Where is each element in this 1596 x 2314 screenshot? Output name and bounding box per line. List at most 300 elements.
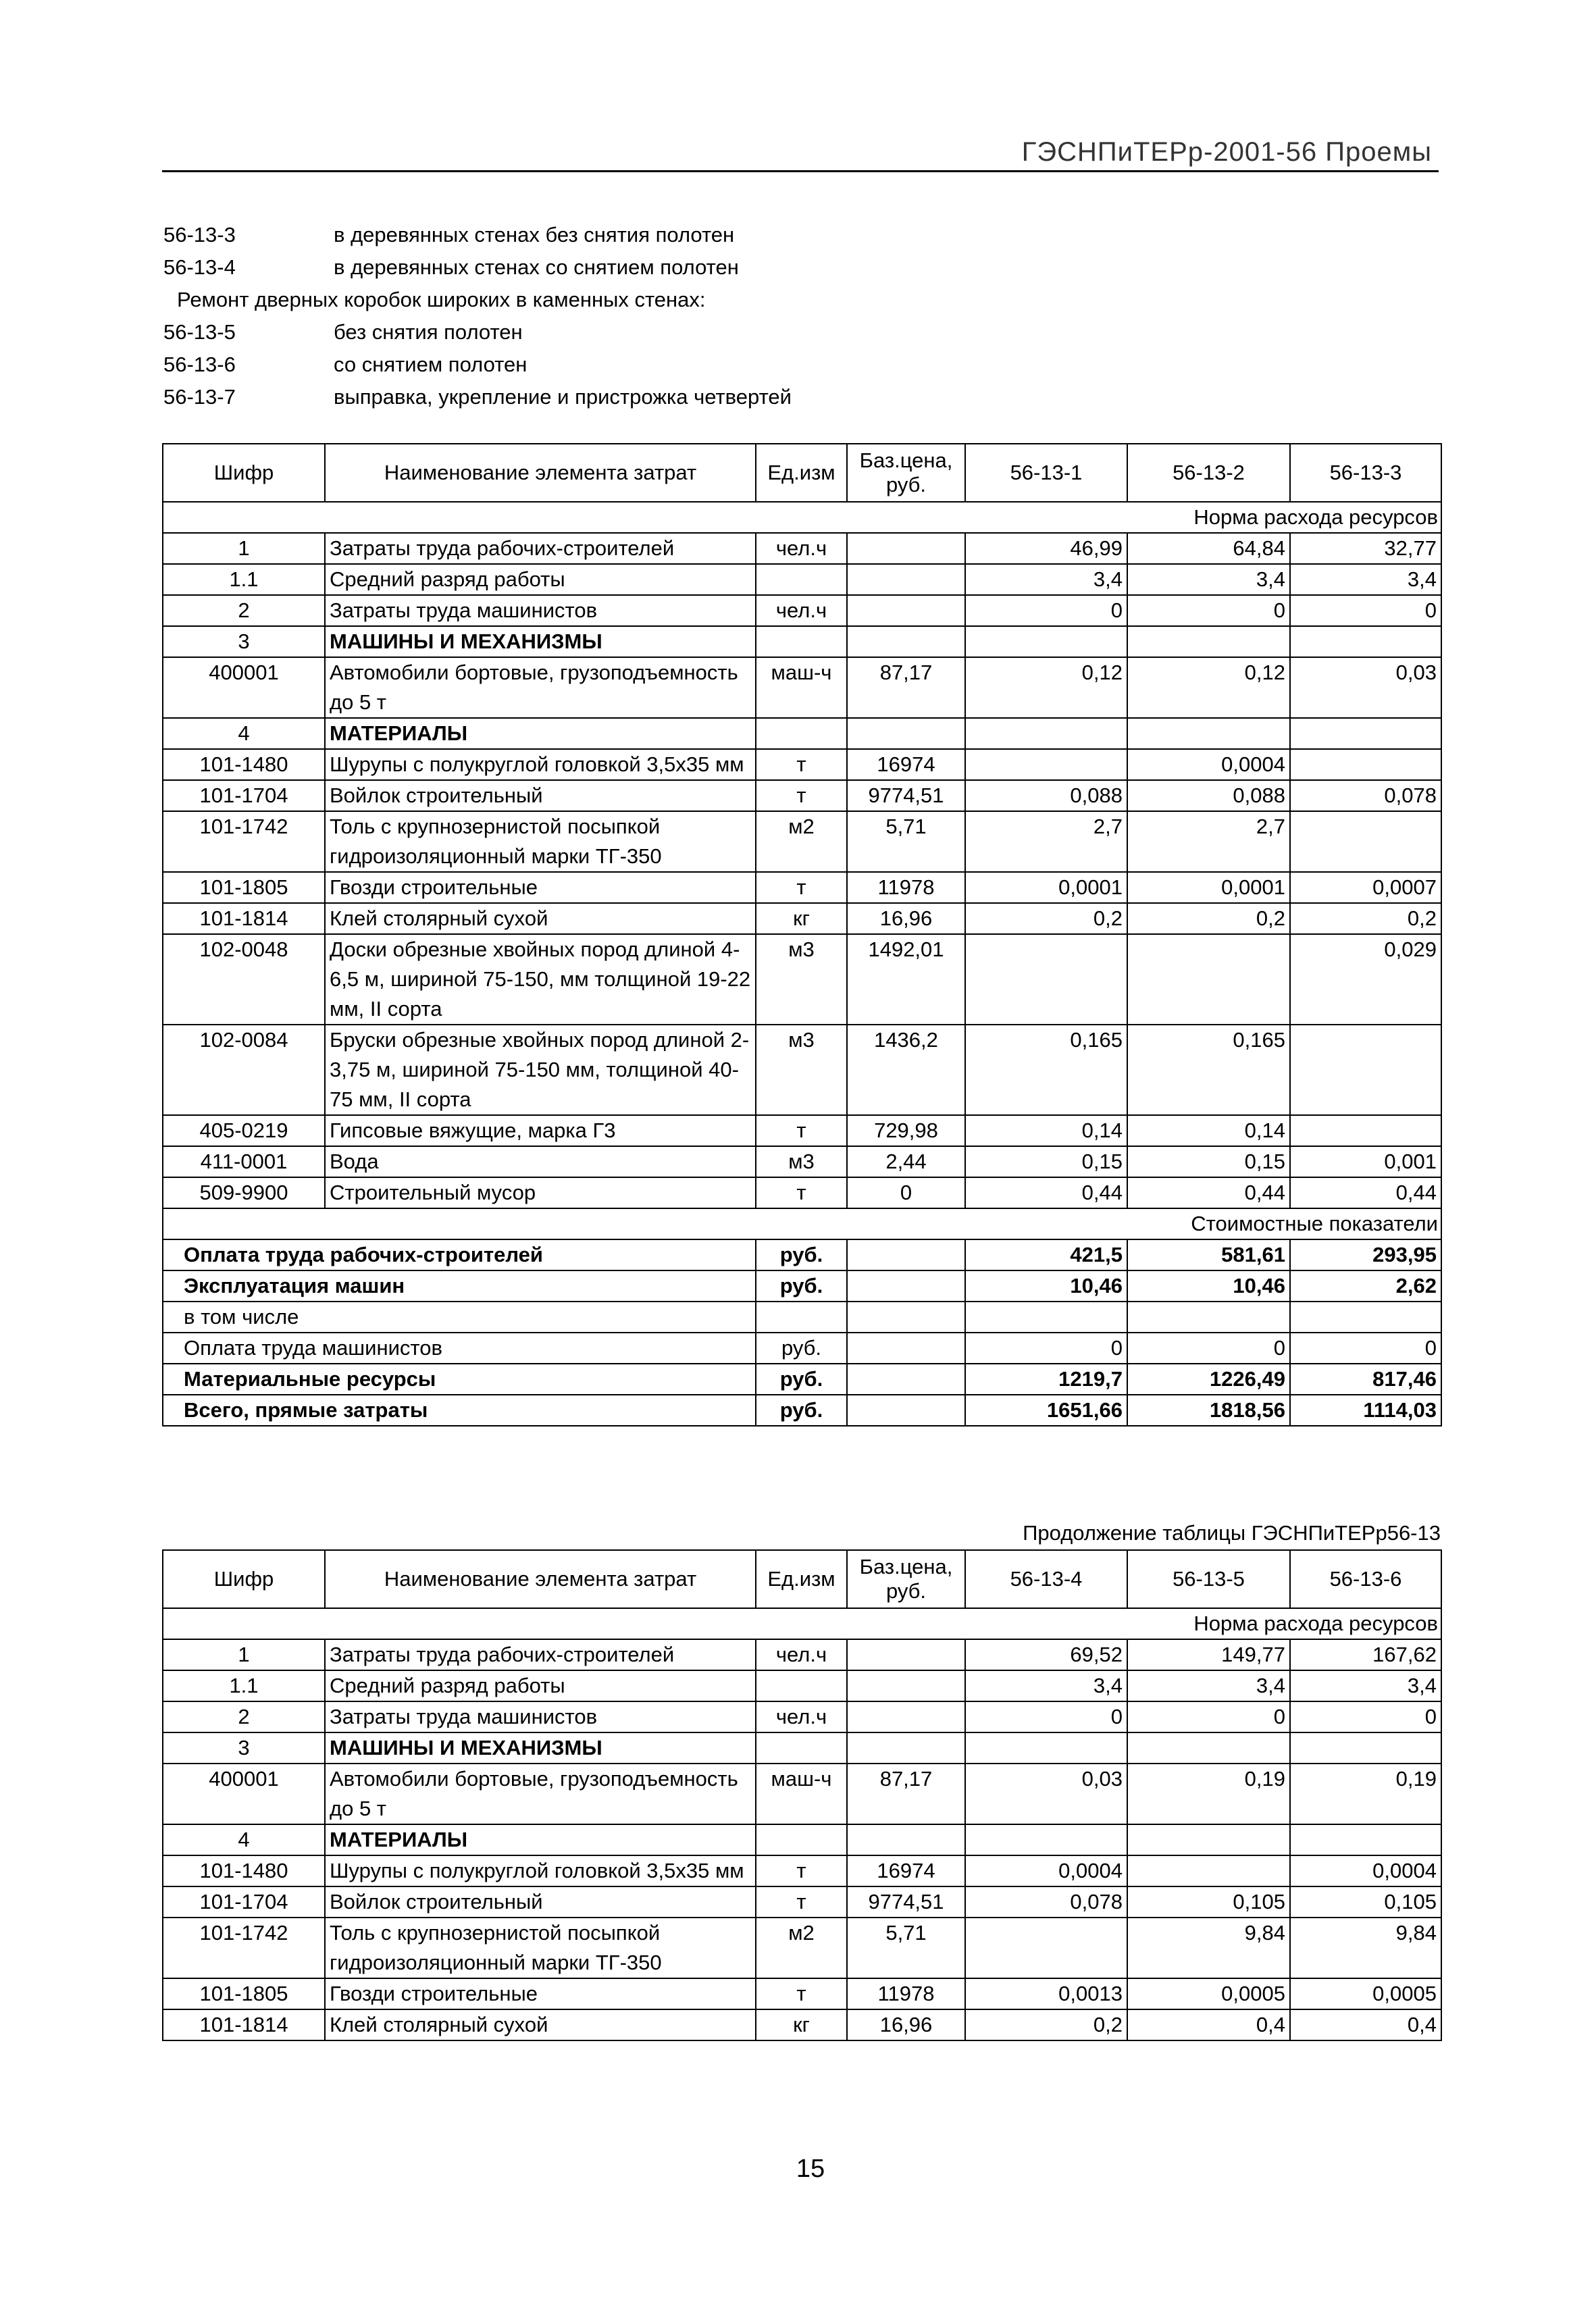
row-value-3 bbox=[1290, 626, 1441, 657]
row-code: 101-1742 bbox=[163, 811, 325, 872]
row-value-3 bbox=[1290, 811, 1441, 872]
table-row bbox=[163, 749, 1441, 780]
col-header-code: Шифр bbox=[163, 444, 325, 502]
row-code: 101-1814 bbox=[163, 903, 325, 934]
row-unit bbox=[756, 1670, 847, 1701]
row-value-1: 2,7 bbox=[965, 811, 1127, 872]
row-price: 2,44 bbox=[847, 1146, 965, 1177]
cost-value-3: 817,46 bbox=[1290, 1364, 1441, 1395]
cost-value-1 bbox=[965, 1302, 1127, 1333]
intro-code: 56-13-6 bbox=[163, 353, 236, 376]
cost-name: Эксплуатация машин bbox=[163, 1270, 756, 1302]
row-name: Автомобили бортовые, грузоподъемность до 5 т bbox=[325, 657, 756, 718]
table-row bbox=[163, 872, 1441, 903]
row-value-1: 69,52 bbox=[965, 1639, 1127, 1670]
row-price: 16,96 bbox=[847, 903, 965, 934]
cost-value-1: 1651,66 bbox=[965, 1395, 1127, 1426]
cost-price-empty bbox=[847, 1302, 965, 1333]
row-value-2: 9,84 bbox=[1127, 1918, 1290, 1978]
row-value-3 bbox=[1290, 1732, 1441, 1764]
cost-price-empty bbox=[847, 1270, 965, 1302]
cost-value-1: 10,46 bbox=[965, 1270, 1127, 1302]
row-value-1 bbox=[965, 1732, 1127, 1764]
cost-row bbox=[163, 1302, 1441, 1333]
norm-section-label: Норма расхода ресурсов bbox=[163, 502, 1441, 533]
row-price: 5,71 bbox=[847, 811, 965, 872]
row-price bbox=[847, 595, 965, 626]
row-name: Шурупы с полукруглой головкой 3,5х35 мм bbox=[325, 1855, 756, 1886]
row-code: 3 bbox=[163, 1732, 325, 1764]
header-row bbox=[163, 444, 1441, 502]
cost-name: Оплата труда машинистов bbox=[163, 1333, 756, 1364]
row-unit bbox=[756, 1732, 847, 1764]
row-code: 4 bbox=[163, 1824, 325, 1855]
row-value-2: 3,4 bbox=[1127, 564, 1290, 595]
table-row bbox=[163, 1732, 1441, 1764]
cost-row bbox=[163, 1333, 1441, 1364]
row-name: Автомобили бортовые, грузоподъемность до 5 т bbox=[325, 1764, 756, 1824]
row-value-2: 0,165 bbox=[1127, 1025, 1290, 1115]
row-value-3: 3,4 bbox=[1290, 1670, 1441, 1701]
row-value-1: 0,0004 bbox=[965, 1855, 1127, 1886]
cost-value-2: 0 bbox=[1127, 1333, 1290, 1364]
row-value-2: 0,0001 bbox=[1127, 872, 1290, 903]
row-value-3 bbox=[1290, 1025, 1441, 1115]
row-code: 4 bbox=[163, 718, 325, 749]
intro-subheading: Ремонт дверных коробок широких в каменных стенах: bbox=[177, 288, 706, 311]
row-name: Гипсовые вяжущие, марка Г3 bbox=[325, 1115, 756, 1146]
row-value-2: 0,0004 bbox=[1127, 749, 1290, 780]
row-price: 1436,2 bbox=[847, 1025, 965, 1115]
intro-item bbox=[163, 381, 1447, 413]
row-unit: м3 bbox=[756, 934, 847, 1025]
cost-value-3: 0 bbox=[1290, 1333, 1441, 1364]
row-code: 2 bbox=[163, 595, 325, 626]
row-value-1: 0,0013 bbox=[965, 1978, 1127, 2009]
row-name: Затраты труда рабочих-строителей bbox=[325, 1639, 756, 1670]
row-value-3: 0,001 bbox=[1290, 1146, 1441, 1177]
row-unit: маш-ч bbox=[756, 657, 847, 718]
row-price bbox=[847, 564, 965, 595]
row-unit: т bbox=[756, 1855, 847, 1886]
row-value-2 bbox=[1127, 718, 1290, 749]
cost-value-3: 1114,03 bbox=[1290, 1395, 1441, 1426]
row-unit: чел.ч bbox=[756, 595, 847, 626]
row-name: Вода bbox=[325, 1146, 756, 1177]
table-row bbox=[163, 811, 1441, 872]
row-code: 3 bbox=[163, 626, 325, 657]
row-name: Затраты труда машинистов bbox=[325, 595, 756, 626]
resource-table-1 bbox=[162, 443, 1442, 1426]
row-value-2: 64,84 bbox=[1127, 533, 1290, 564]
table-row bbox=[163, 1146, 1441, 1177]
row-code: 101-1742 bbox=[163, 1918, 325, 1978]
row-value-3: 0,078 bbox=[1290, 780, 1441, 811]
row-code: 400001 bbox=[163, 657, 325, 718]
row-value-2: 0,105 bbox=[1127, 1886, 1290, 1918]
cost-value-2: 581,61 bbox=[1127, 1239, 1290, 1270]
cost-price-empty bbox=[847, 1364, 965, 1395]
table-row bbox=[163, 1918, 1441, 1978]
row-value-2: 0 bbox=[1127, 1701, 1290, 1732]
row-value-2 bbox=[1127, 934, 1290, 1025]
section-row bbox=[163, 1208, 1441, 1239]
row-value-1 bbox=[965, 1824, 1127, 1855]
intro-text: со снятием полотен bbox=[334, 353, 527, 376]
row-value-1: 3,4 bbox=[965, 564, 1127, 595]
row-name: МАТЕРИАЛЫ bbox=[325, 718, 756, 749]
row-value-3: 0 bbox=[1290, 1701, 1441, 1732]
row-code: 1.1 bbox=[163, 564, 325, 595]
row-name: Средний разряд работы bbox=[325, 564, 756, 595]
row-unit: т bbox=[756, 749, 847, 780]
row-value-2 bbox=[1127, 1824, 1290, 1855]
intro-code: 56-13-3 bbox=[163, 223, 236, 247]
cost-value-2: 10,46 bbox=[1127, 1270, 1290, 1302]
row-value-1: 0,14 bbox=[965, 1115, 1127, 1146]
row-name: Шурупы с полукруглой головкой 3,5х35 мм bbox=[325, 749, 756, 780]
table-row bbox=[163, 657, 1441, 718]
cost-row bbox=[163, 1395, 1441, 1426]
intro-text: выправка, укрепление и пристрожка четвертей bbox=[334, 385, 792, 409]
row-value-3 bbox=[1290, 1824, 1441, 1855]
row-value-3 bbox=[1290, 749, 1441, 780]
table-row bbox=[163, 1764, 1441, 1824]
row-unit: т bbox=[756, 1115, 847, 1146]
col-header-norm-3: 56-13-6 bbox=[1290, 1550, 1441, 1608]
table-row bbox=[163, 1115, 1441, 1146]
col-header-price: Баз.цена, руб. bbox=[847, 444, 965, 502]
row-value-1 bbox=[965, 934, 1127, 1025]
row-value-2: 0,0005 bbox=[1127, 1978, 1290, 2009]
row-price bbox=[847, 1824, 965, 1855]
row-value-3: 167,62 bbox=[1290, 1639, 1441, 1670]
row-value-1: 0,165 bbox=[965, 1025, 1127, 1115]
row-price: 1492,01 bbox=[847, 934, 965, 1025]
row-price: 5,71 bbox=[847, 1918, 965, 1978]
row-value-1: 0,088 bbox=[965, 780, 1127, 811]
row-value-2 bbox=[1127, 626, 1290, 657]
row-price: 16974 bbox=[847, 1855, 965, 1886]
row-unit: т bbox=[756, 1177, 847, 1208]
cost-unit: руб. bbox=[756, 1239, 847, 1270]
row-unit: т bbox=[756, 780, 847, 811]
row-value-2: 3,4 bbox=[1127, 1670, 1290, 1701]
cost-name: Всего, прямые затраты bbox=[163, 1395, 756, 1426]
row-value-3 bbox=[1290, 1115, 1441, 1146]
row-price: 9774,51 bbox=[847, 1886, 965, 1918]
row-code: 101-1805 bbox=[163, 872, 325, 903]
col-header-norm-1: 56-13-4 bbox=[965, 1550, 1127, 1608]
row-price: 0 bbox=[847, 1177, 965, 1208]
row-price: 16974 bbox=[847, 749, 965, 780]
cost-price-empty bbox=[847, 1395, 965, 1426]
row-value-1: 0 bbox=[965, 595, 1127, 626]
row-price bbox=[847, 1670, 965, 1701]
row-value-3 bbox=[1290, 718, 1441, 749]
page-header bbox=[162, 132, 1439, 172]
row-value-1 bbox=[965, 749, 1127, 780]
row-code: 411-0001 bbox=[163, 1146, 325, 1177]
table-row bbox=[163, 1978, 1441, 2009]
row-code: 101-1704 bbox=[163, 780, 325, 811]
continuation-caption: Продолжение таблицы ГЭСНПиТЕРр56-13 bbox=[1023, 1521, 1441, 1545]
intro-list bbox=[163, 219, 1447, 413]
cost-value-1: 421,5 bbox=[965, 1239, 1127, 1270]
row-price bbox=[847, 1701, 965, 1732]
row-unit: кг bbox=[756, 2009, 847, 2040]
table-row bbox=[163, 533, 1441, 564]
row-unit: м2 bbox=[756, 1918, 847, 1978]
intro-item bbox=[163, 251, 1447, 284]
row-value-3: 0,0004 bbox=[1290, 1855, 1441, 1886]
table-row bbox=[163, 934, 1441, 1025]
col-header-code: Шифр bbox=[163, 1550, 325, 1608]
table-row bbox=[163, 1670, 1441, 1701]
row-value-3: 0,0005 bbox=[1290, 1978, 1441, 2009]
row-name: Средний разряд работы bbox=[325, 1670, 756, 1701]
page-number: 15 bbox=[796, 2155, 825, 2183]
row-unit: кг bbox=[756, 903, 847, 934]
row-unit: чел.ч bbox=[756, 1701, 847, 1732]
row-unit: м3 bbox=[756, 1146, 847, 1177]
row-value-1: 0,0001 bbox=[965, 872, 1127, 903]
row-code: 101-1480 bbox=[163, 749, 325, 780]
row-value-1 bbox=[965, 1918, 1127, 1978]
intro-item bbox=[163, 219, 1447, 251]
cost-value-2: 1226,49 bbox=[1127, 1364, 1290, 1395]
row-name: МАШИНЫ И МЕХАНИЗМЫ bbox=[325, 1732, 756, 1764]
cost-row bbox=[163, 1270, 1441, 1302]
row-value-3: 0,4 bbox=[1290, 2009, 1441, 2040]
col-header-norm-1: 56-13-1 bbox=[965, 444, 1127, 502]
row-value-2: 0,4 bbox=[1127, 2009, 1290, 2040]
cost-unit: руб. bbox=[756, 1395, 847, 1426]
col-header-unit: Ед.изм bbox=[756, 444, 847, 502]
table-row bbox=[163, 1639, 1441, 1670]
row-price bbox=[847, 718, 965, 749]
table-row bbox=[163, 903, 1441, 934]
row-name: Толь с крупнозернистой посыпкой гидроизоляционный марки ТГ-350 bbox=[325, 811, 756, 872]
col-header-norm-3: 56-13-3 bbox=[1290, 444, 1441, 502]
norm-section-label: Норма расхода ресурсов bbox=[163, 1608, 1441, 1639]
row-value-2: 0,14 bbox=[1127, 1115, 1290, 1146]
row-value-3: 0,029 bbox=[1290, 934, 1441, 1025]
row-value-1: 0,03 bbox=[965, 1764, 1127, 1824]
row-code: 509-9900 bbox=[163, 1177, 325, 1208]
cost-name: Материальные ресурсы bbox=[163, 1364, 756, 1395]
row-price: 16,96 bbox=[847, 2009, 965, 2040]
row-name: Войлок строительный bbox=[325, 780, 756, 811]
row-unit: т bbox=[756, 1886, 847, 1918]
row-value-3: 9,84 bbox=[1290, 1918, 1441, 1978]
intro-text: в деревянных стенах со снятием полотен bbox=[334, 255, 739, 279]
intro-code: 56-13-7 bbox=[163, 385, 236, 409]
section-row bbox=[163, 502, 1441, 533]
row-unit: чел.ч bbox=[756, 1639, 847, 1670]
intro-text: в деревянных стенах без снятия полотен bbox=[334, 223, 735, 247]
intro-code: 56-13-4 bbox=[163, 255, 236, 279]
header-title: ГЭСНПиТЕРр-2001-56 Проемы bbox=[1021, 137, 1432, 167]
row-unit: т bbox=[756, 1978, 847, 2009]
row-price: 729,98 bbox=[847, 1115, 965, 1146]
row-price bbox=[847, 626, 965, 657]
col-header-norm-2: 56-13-5 bbox=[1127, 1550, 1290, 1608]
row-value-2: 0,12 bbox=[1127, 657, 1290, 718]
row-price: 11978 bbox=[847, 1978, 965, 2009]
row-value-2: 0,19 bbox=[1127, 1764, 1290, 1824]
row-price bbox=[847, 533, 965, 564]
row-value-3: 0,44 bbox=[1290, 1177, 1441, 1208]
intro-text: без снятия полотен bbox=[334, 320, 523, 344]
row-price bbox=[847, 1639, 965, 1670]
row-value-1: 0,15 bbox=[965, 1146, 1127, 1177]
cost-row bbox=[163, 1364, 1441, 1395]
row-code: 2 bbox=[163, 1701, 325, 1732]
row-value-1: 0,078 bbox=[965, 1886, 1127, 1918]
row-value-2 bbox=[1127, 1855, 1290, 1886]
row-value-1: 3,4 bbox=[965, 1670, 1127, 1701]
table-row bbox=[163, 1824, 1441, 1855]
intro-item bbox=[163, 349, 1447, 381]
row-code: 1 bbox=[163, 1639, 325, 1670]
row-code: 405-0219 bbox=[163, 1115, 325, 1146]
col-header-name: Наименование элемента затрат bbox=[325, 1550, 756, 1608]
row-value-3: 0,0007 bbox=[1290, 872, 1441, 903]
row-price bbox=[847, 1732, 965, 1764]
row-value-3: 32,77 bbox=[1290, 533, 1441, 564]
row-name: Клей столярный сухой bbox=[325, 903, 756, 934]
row-value-1: 0,2 bbox=[965, 2009, 1127, 2040]
row-value-3: 0,03 bbox=[1290, 657, 1441, 718]
row-unit bbox=[756, 626, 847, 657]
resource-table-2 bbox=[162, 1549, 1442, 2041]
row-price: 9774,51 bbox=[847, 780, 965, 811]
cost-price-empty bbox=[847, 1239, 965, 1270]
cost-value-3 bbox=[1290, 1302, 1441, 1333]
col-header-price: Баз.цена, руб. bbox=[847, 1550, 965, 1608]
row-value-1: 0,44 bbox=[965, 1177, 1127, 1208]
row-name: Затраты труда машинистов bbox=[325, 1701, 756, 1732]
row-name: МАШИНЫ И МЕХАНИЗМЫ bbox=[325, 626, 756, 657]
row-code: 101-1704 bbox=[163, 1886, 325, 1918]
cost-name: Оплата труда рабочих-строителей bbox=[163, 1239, 756, 1270]
row-value-3: 3,4 bbox=[1290, 564, 1441, 595]
row-value-3: 0 bbox=[1290, 595, 1441, 626]
table-row bbox=[163, 1177, 1441, 1208]
row-name: Гвозди строительные bbox=[325, 872, 756, 903]
row-unit: м3 bbox=[756, 1025, 847, 1115]
row-code: 1.1 bbox=[163, 1670, 325, 1701]
cost-unit bbox=[756, 1302, 847, 1333]
row-name: Строительный мусор bbox=[325, 1177, 756, 1208]
table-row bbox=[163, 564, 1441, 595]
row-value-2 bbox=[1127, 1732, 1290, 1764]
row-value-2: 0 bbox=[1127, 595, 1290, 626]
row-name: Доски обрезные хвойных пород длиной 4-6,5 м, шириной 75-150, мм толщиной 19-22 мм, II сорта bbox=[325, 934, 756, 1025]
row-value-2: 0,2 bbox=[1127, 903, 1290, 934]
cost-name: в том числе bbox=[163, 1302, 756, 1333]
row-value-2: 0,15 bbox=[1127, 1146, 1290, 1177]
row-value-1: 0,2 bbox=[965, 903, 1127, 934]
row-value-2: 0,088 bbox=[1127, 780, 1290, 811]
table-row bbox=[163, 1855, 1441, 1886]
cost-unit: руб. bbox=[756, 1333, 847, 1364]
table-row bbox=[163, 1701, 1441, 1732]
row-name: Войлок строительный bbox=[325, 1886, 756, 1918]
cost-unit: руб. bbox=[756, 1270, 847, 1302]
cost-value-1: 0 bbox=[965, 1333, 1127, 1364]
table-row bbox=[163, 595, 1441, 626]
table-row bbox=[163, 780, 1441, 811]
row-price: 87,17 bbox=[847, 657, 965, 718]
table-row bbox=[163, 718, 1441, 749]
cost-value-3: 2,62 bbox=[1290, 1270, 1441, 1302]
row-value-3: 0,2 bbox=[1290, 903, 1441, 934]
col-header-norm-2: 56-13-2 bbox=[1127, 444, 1290, 502]
row-name: МАТЕРИАЛЫ bbox=[325, 1824, 756, 1855]
row-unit: чел.ч bbox=[756, 533, 847, 564]
intro-code: 56-13-5 bbox=[163, 320, 236, 344]
row-name: Клей столярный сухой bbox=[325, 2009, 756, 2040]
row-code: 101-1480 bbox=[163, 1855, 325, 1886]
cost-value-3: 293,95 bbox=[1290, 1239, 1441, 1270]
cost-value-2: 1818,56 bbox=[1127, 1395, 1290, 1426]
row-unit bbox=[756, 718, 847, 749]
row-unit bbox=[756, 564, 847, 595]
row-value-2: 2,7 bbox=[1127, 811, 1290, 872]
intro-item bbox=[163, 316, 1447, 349]
col-header-unit: Ед.изм bbox=[756, 1550, 847, 1608]
cost-section-label: Стоимостные показатели bbox=[163, 1208, 1441, 1239]
row-value-1: 0,12 bbox=[965, 657, 1127, 718]
row-code: 101-1805 bbox=[163, 1978, 325, 2009]
col-header-name: Наименование элемента затрат bbox=[325, 444, 756, 502]
cost-price-empty bbox=[847, 1333, 965, 1364]
row-unit bbox=[756, 1824, 847, 1855]
row-name: Гвозди строительные bbox=[325, 1978, 756, 2009]
cost-value-1: 1219,7 bbox=[965, 1364, 1127, 1395]
row-value-3: 0,105 bbox=[1290, 1886, 1441, 1918]
row-value-1: 46,99 bbox=[965, 533, 1127, 564]
row-value-1: 0 bbox=[965, 1701, 1127, 1732]
cost-value-2 bbox=[1127, 1302, 1290, 1333]
row-name: Толь с крупнозернистой посыпкой гидроизоляционный марки ТГ-350 bbox=[325, 1918, 756, 1978]
row-code: 1 bbox=[163, 533, 325, 564]
row-value-1 bbox=[965, 626, 1127, 657]
row-unit: маш-ч bbox=[756, 1764, 847, 1824]
row-code: 101-1814 bbox=[163, 2009, 325, 2040]
section-row bbox=[163, 1608, 1441, 1639]
cost-unit: руб. bbox=[756, 1364, 847, 1395]
row-value-3: 0,19 bbox=[1290, 1764, 1441, 1824]
table-row bbox=[163, 1886, 1441, 1918]
row-value-2: 0,44 bbox=[1127, 1177, 1290, 1208]
cost-row bbox=[163, 1239, 1441, 1270]
table-row bbox=[163, 626, 1441, 657]
row-name: Затраты труда рабочих-строителей bbox=[325, 533, 756, 564]
table-row bbox=[163, 2009, 1441, 2040]
row-price: 11978 bbox=[847, 872, 965, 903]
row-code: 102-0048 bbox=[163, 934, 325, 1025]
table-row bbox=[163, 1025, 1441, 1115]
row-code: 102-0084 bbox=[163, 1025, 325, 1115]
row-unit: м2 bbox=[756, 811, 847, 872]
row-unit: т bbox=[756, 872, 847, 903]
row-value-2: 149,77 bbox=[1127, 1639, 1290, 1670]
row-price: 87,17 bbox=[847, 1764, 965, 1824]
header-row bbox=[163, 1550, 1441, 1608]
